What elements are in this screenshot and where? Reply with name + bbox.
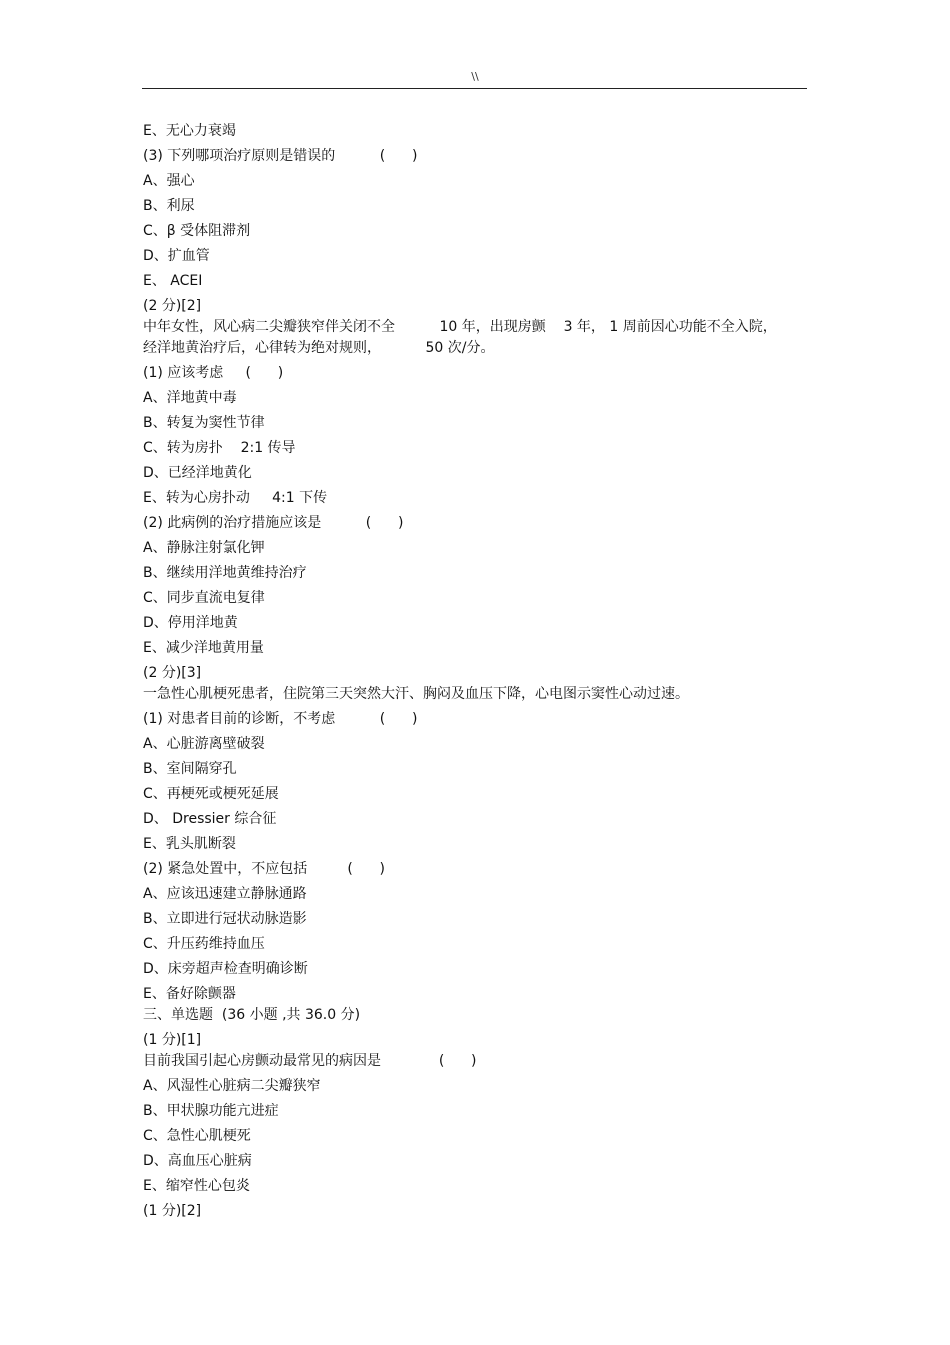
option-b: B、立即进行冠状动脉造影 (143, 911, 307, 927)
option-d: D、扩血管 (143, 248, 210, 264)
option-e: E、 ACEI (143, 273, 203, 289)
option-b: B、甲状腺功能亢进症 (143, 1103, 279, 1119)
option-a: A、心脏游离壁破裂 (143, 736, 265, 752)
option-c: C、急性心肌梗死 (143, 1128, 251, 1144)
option-e: E、转为心房扑动 4:1 下传 (143, 490, 328, 506)
option-a: A、静脉注射氯化钾 (143, 540, 265, 556)
option-e: E、缩窄性心包炎 (143, 1178, 250, 1194)
option-e: E、无心力衰竭 (143, 123, 236, 139)
sub-question: (1) 对患者目前的诊断，不考虑 ( ) (143, 711, 418, 727)
section-heading: 三、单选题 (36 小题 ,共 36.0 分) (143, 1007, 361, 1023)
exam-content (143, 121, 807, 1226)
option-d: D、停用洋地黄 (143, 615, 238, 631)
question-score: (1 分)[1] (143, 1032, 202, 1048)
option-b: B、利尿 (143, 198, 195, 214)
sub-question: (1) 应该考虑 ( ) (143, 365, 284, 381)
question-score: (1 分)[2] (143, 1203, 202, 1219)
case-stem: 一急性心肌梗死患者，住院第三天突然大汗、胸闷及血压下降，心电图示窦性心动过速。 (143, 686, 689, 702)
option-d: D、床旁超声检查明确诊断 (143, 961, 308, 977)
option-d: D、 Dressier 综合征 (143, 811, 277, 827)
option-d: D、已经洋地黄化 (143, 465, 252, 481)
option-a: A、洋地黄中毒 (143, 390, 237, 406)
option-a: A、风湿性心脏病二尖瓣狭窄 (143, 1078, 321, 1094)
option-b: B、转复为窦性节律 (143, 415, 265, 431)
option-b: B、室间隔穿孔 (143, 761, 237, 777)
option-c: C、转为房扑 2:1 传导 (143, 440, 296, 456)
question-stem: 目前我国引起心房颤动最常见的病因是 ( ) (143, 1053, 477, 1069)
option-b: B、继续用洋地黄维持治疗 (143, 565, 307, 581)
option-a: A、强心 (143, 173, 195, 189)
option-c: C、β 受体阻滞剂 (143, 223, 251, 239)
option-a: A、应该迅速建立静脉通路 (143, 886, 307, 902)
sub-question: (3) 下列哪项治疗原则是错误的 ( ) (143, 148, 418, 164)
header-rule (142, 88, 807, 89)
option-d: D、高血压心脏病 (143, 1153, 252, 1169)
option-c: C、同步直流电复律 (143, 590, 265, 606)
sub-question: (2) 此病例的治疗措施应该是 ( ) (143, 515, 404, 531)
option-e: E、减少洋地黄用量 (143, 640, 264, 656)
option-c: C、升压药维持血压 (143, 936, 265, 952)
option-e: E、备好除颤器 (143, 986, 236, 1002)
header-mark: \\ (471, 70, 479, 83)
question-score: (2 分)[3] (143, 665, 202, 681)
case-stem: 中年女性，风心病二尖瓣狭窄伴关闭不全 10 年，出现房颤 3 年， 1 周前因心功能不全入院， (143, 319, 777, 335)
case-stem: 经洋地黄治疗后，心律转为绝对规则， 50 次/分。 (143, 340, 495, 356)
option-e: E、乳头肌断裂 (143, 836, 236, 852)
option-c: C、再梗死或梗死延展 (143, 786, 279, 802)
question-score: (2 分)[2] (143, 298, 202, 314)
sub-question: (2) 紧急处置中，不应包括 ( ) (143, 861, 385, 877)
